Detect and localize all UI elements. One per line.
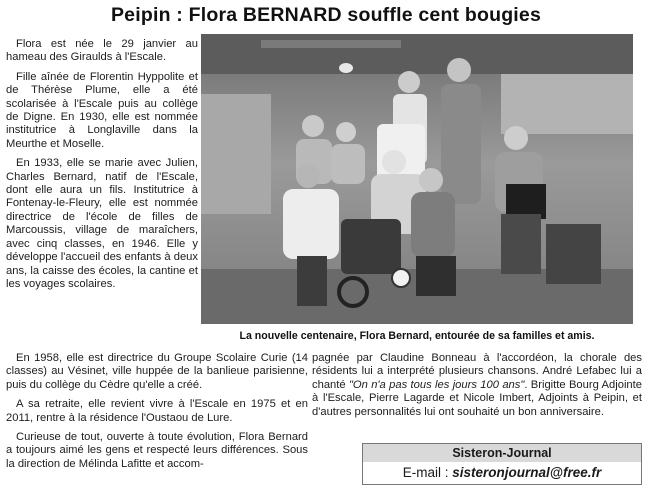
article-bottom-right-column [312, 352, 642, 438]
article-photo [201, 34, 633, 324]
article-paragraph: Flora est née le 29 janvier au hameau des Giraulds à l'Escale. [6, 38, 198, 64]
article-left-column [6, 38, 198, 348]
article-bottom-left-column [6, 352, 308, 492]
paragraph-text-end: . Brigitte Bourg Adjointe à l'Escale, Pierre Lagarde et Nicole Imbert, Adjoints à Peipin, et d'autres personnalités lui ont souhaité un bon anniversaire. [312, 378, 642, 418]
contact-email-line [363, 464, 641, 482]
article-paragraph: En 1933, elle se marie avec Julien, Charles Bernard, natif de l'Escale, dont elle aura un fils. Institutrice à Fontenay-le-Fleury, elle est nommée directrice de l'école de filles de Marcoussis, village de maraîchers, avec cinq classes, en 1946. Elle y développe l'accueil des enfants à deux ans, la caisse des écoles, la cantine et les voyages scolaires. [6, 157, 198, 290]
photo-caption: La nouvelle centenaire, Flora Bernard, entourée de sa familles et amis. [239, 330, 595, 342]
article-paragraph: Curieuse de tout, ouverte à toute évolution, Flora Bernard a toujours aimé les gens et respecté leurs différences. Sous la direction de Mélinda Lafitte et accom- [6, 431, 308, 470]
email-label: E-mail : [402, 465, 449, 480]
article-headline: Peipin : Flora BERNARD souffle cent bougies [110, 4, 542, 26]
article-paragraph: Fille aînée de Florentin Hyppolite et de Thérèse Plume, elle a été scolarisée à l'Escale puis au collège de Digne. En 1930, elle est nommée institutrice à Longlaville dans la Meurthe et Moselle. [6, 70, 198, 150]
paragraph-text: pagnée par Claudine Bonneau à l'accordéon, la chorale des résidents lui a interprété plusieurs chansons. André Lefabec lui a chanté [312, 352, 642, 391]
article-paragraph: En 1958, elle est directrice du Groupe Scolaire Curie (14 classes) au Vésinet, ville huppée de la banlieue parisienne, puis du collège du Cèdre qu'elle a créé. [6, 352, 308, 391]
song-title: "On n'a pas tous les jours 100 ans" [348, 378, 525, 391]
contact-box [362, 443, 642, 485]
article-paragraph: A sa retraite, elle revient vivre à l'Escale en 1975 et en 2011, rentre à la résidence l'Oustaou de Lure. [6, 398, 308, 424]
email-link[interactable]: sisteronjournal@free.fr [452, 465, 602, 480]
article-paragraph [312, 352, 642, 419]
photo-illustration [201, 34, 633, 324]
contact-title: Sisteron-Journal [363, 444, 641, 462]
